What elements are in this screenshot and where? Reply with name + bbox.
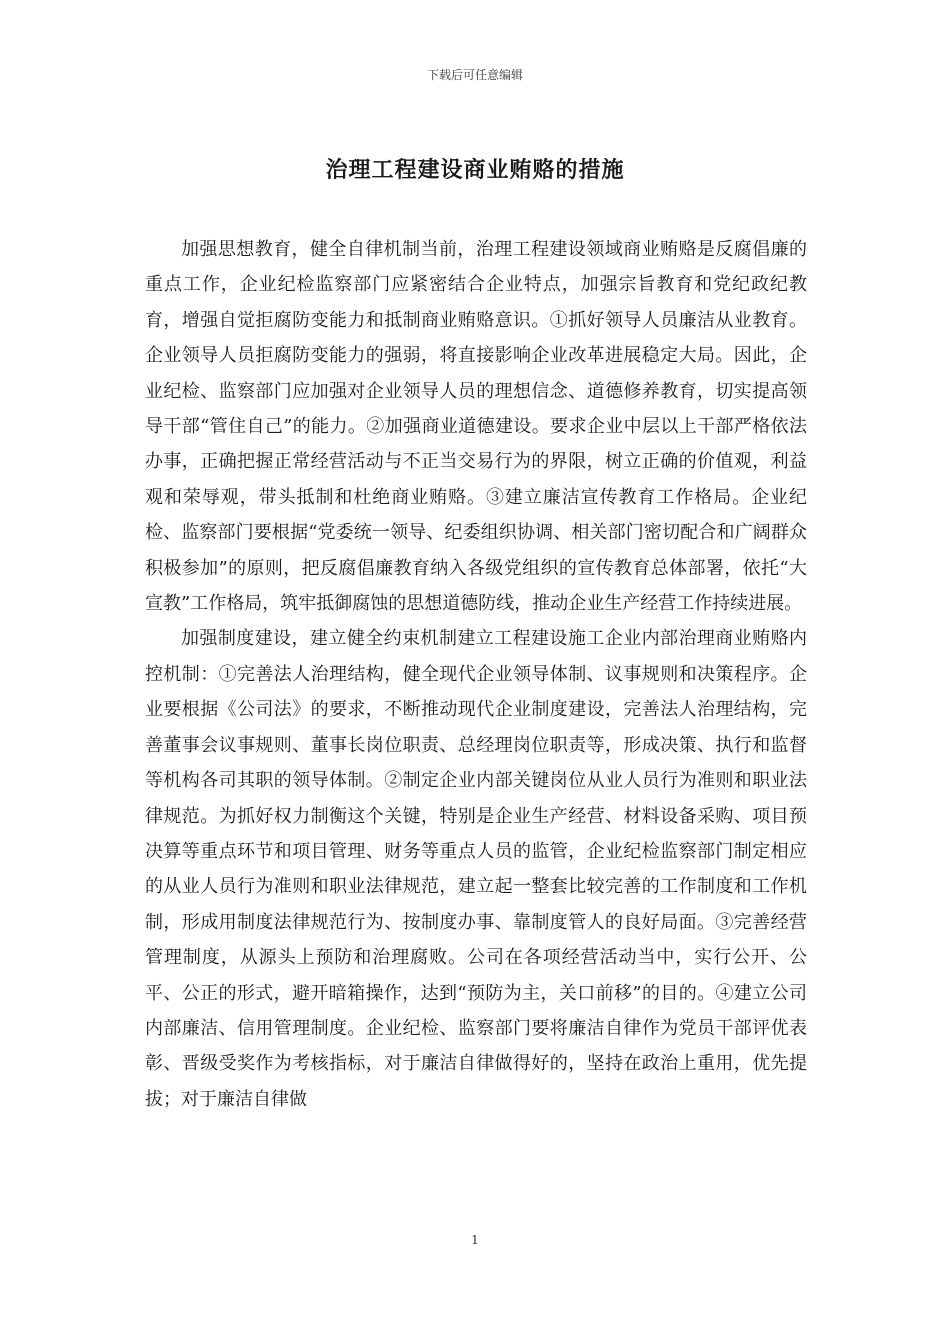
document-body [145,232,807,1117]
document-title: 治理工程建设商业贿赂的措施 [325,157,625,183]
paragraph-ideological-education: 加强思想教育，健全自律机制当前，治理工程建设领域商业贿赂是反腐倡廉的重点工作，企业纪检监察部门应紧密结合企业特点，加强宗旨教育和党纪政纪教育，增强自觉拒腐防变能力和抵制商业贿赂意识。①抓好领导人员廉洁从业教育。企业领导人员拒腐防变能力的强弱，将直接影响企业改革进展稳定大局。因此，企业纪检、监察部门应加强对企业领导人员的理想信念、道德修养教育，切实提高领导干部“管住自己”的能力。②加强商业道德建设。要求企业中层以上干部严格依法办事，正确把握正常经营活动与不正当交易行为的界限，树立正确的价值观，利益观和荣辱观，带头抵制和杜绝商业贿赂。③建立廉洁宣传教育工作格局。企业纪检、监察部门要根据“党委统一领导、纪委组织协调、相关部门密切配合和广阔群众积极参加”的原则，把反腐倡廉教育纳入各级党组织的宣传教育总体部署，依托“大宣教”工作格局，筑牢抵御腐蚀的思想道德防线，推动企业生产经营工作持续进展。 [145,239,807,615]
paragraph-institutional-building: 加强制度建设，建立健全约束机制建立工程建设施工企业内部治理商业贿赂内控机制：①完善法人治理结构，健全现代企业领导体制、议事规则和决策程序。企业要根据《公司法》的要求，不断推动现代企业制度建设，完善法人治理结构，完善董事会议事规则、董事长岗位职责、总经理岗位职责等，形成决策、执行和监督等机构各司其职的领导体制。②制定企业内部关键岗位从业人员行为准则和职业法律规范。为抓好权力制衡这个关键，特别是企业生产经营、材料设备采购、项目预决算等重点环节和项目管理、财务等重点人员的监管，企业纪检监察部门制定相应的从业人员行为准则和职业法律规范，建立起一整套比较完善的工作制度和工作机制，形成用制度法律规范行为、按制度办事、靠制度管人的良好局面。③完善经营管理制度，从源头上预防和治理腐败。公司在各项经营活动当中，实行公开、公平、公正的形式，避开暗箱操作，达到“预防为主，关口前移”的目的。④建立公司内部廉洁、信用管理制度。企业纪检、监察部门要将廉洁自律作为党员干部评优表彰、晋级受奖作为考核指标，对于廉洁自律做得好的，坚持在政治上重用，优先提拔；对于廉洁自律做 [145,628,807,1110]
header-note: 下载后可任意编辑 [426,68,523,82]
page-number: 1 [471,1233,479,1247]
